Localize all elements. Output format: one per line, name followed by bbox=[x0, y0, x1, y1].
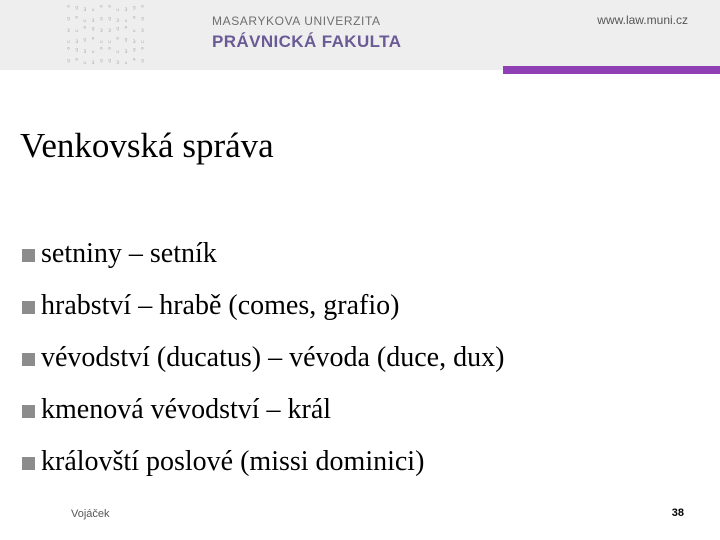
bullet-item bbox=[22, 436, 504, 488]
slide-title: Venkovská správa bbox=[20, 126, 274, 165]
bullet-list bbox=[22, 228, 504, 488]
bullet-item bbox=[22, 332, 504, 384]
header-band bbox=[0, 0, 720, 70]
bullet-item bbox=[22, 280, 504, 332]
university-name: MASARYKOVA UNIVERZITA bbox=[212, 14, 381, 28]
footer-author: Vojáček bbox=[71, 508, 110, 520]
page-number: 38 bbox=[671, 507, 684, 519]
square-bullet-icon bbox=[22, 405, 35, 418]
accent-bar bbox=[503, 66, 720, 74]
square-bullet-icon bbox=[22, 353, 35, 366]
square-bullet-icon bbox=[22, 249, 35, 262]
website-url: www.law.muni.cz bbox=[597, 13, 688, 27]
bullet-text: kmenová vévodství – král bbox=[41, 394, 332, 425]
bullet-text: setniny – setník bbox=[41, 238, 217, 269]
faculty-name: PRÁVNICKÁ FAKULTA bbox=[212, 32, 402, 51]
bullet-item bbox=[22, 228, 504, 280]
square-bullet-icon bbox=[22, 301, 35, 314]
university-logo-pattern-icon: °ᵍ₃ᵤ°°ᵤ₃ᵍ° ᵍ°ᵤ₃ᵍᵍ₃ᵤ°ᵍ ₃ᵤ°ᵍ₃₃ᵍ°ᵤ₃ ᵤ₃ᵍ°ᵤᵤ°ᵍ₃ᵤ °ᵍ₃ᵤ°°ᵤ₃ᵍ° ᵍ°ᵤ₃ᵍᵍ₃ᵤ°ᵍ bbox=[66, 4, 149, 66]
bullet-text: vévodství (ducatus) – vévoda (duce, dux) bbox=[41, 342, 505, 373]
bullet-item bbox=[22, 384, 504, 436]
bullet-text: hrabství – hrabě (comes, grafio) bbox=[41, 290, 400, 321]
bullet-text: královští poslové (missi dominici) bbox=[41, 446, 425, 477]
square-bullet-icon bbox=[22, 457, 35, 470]
